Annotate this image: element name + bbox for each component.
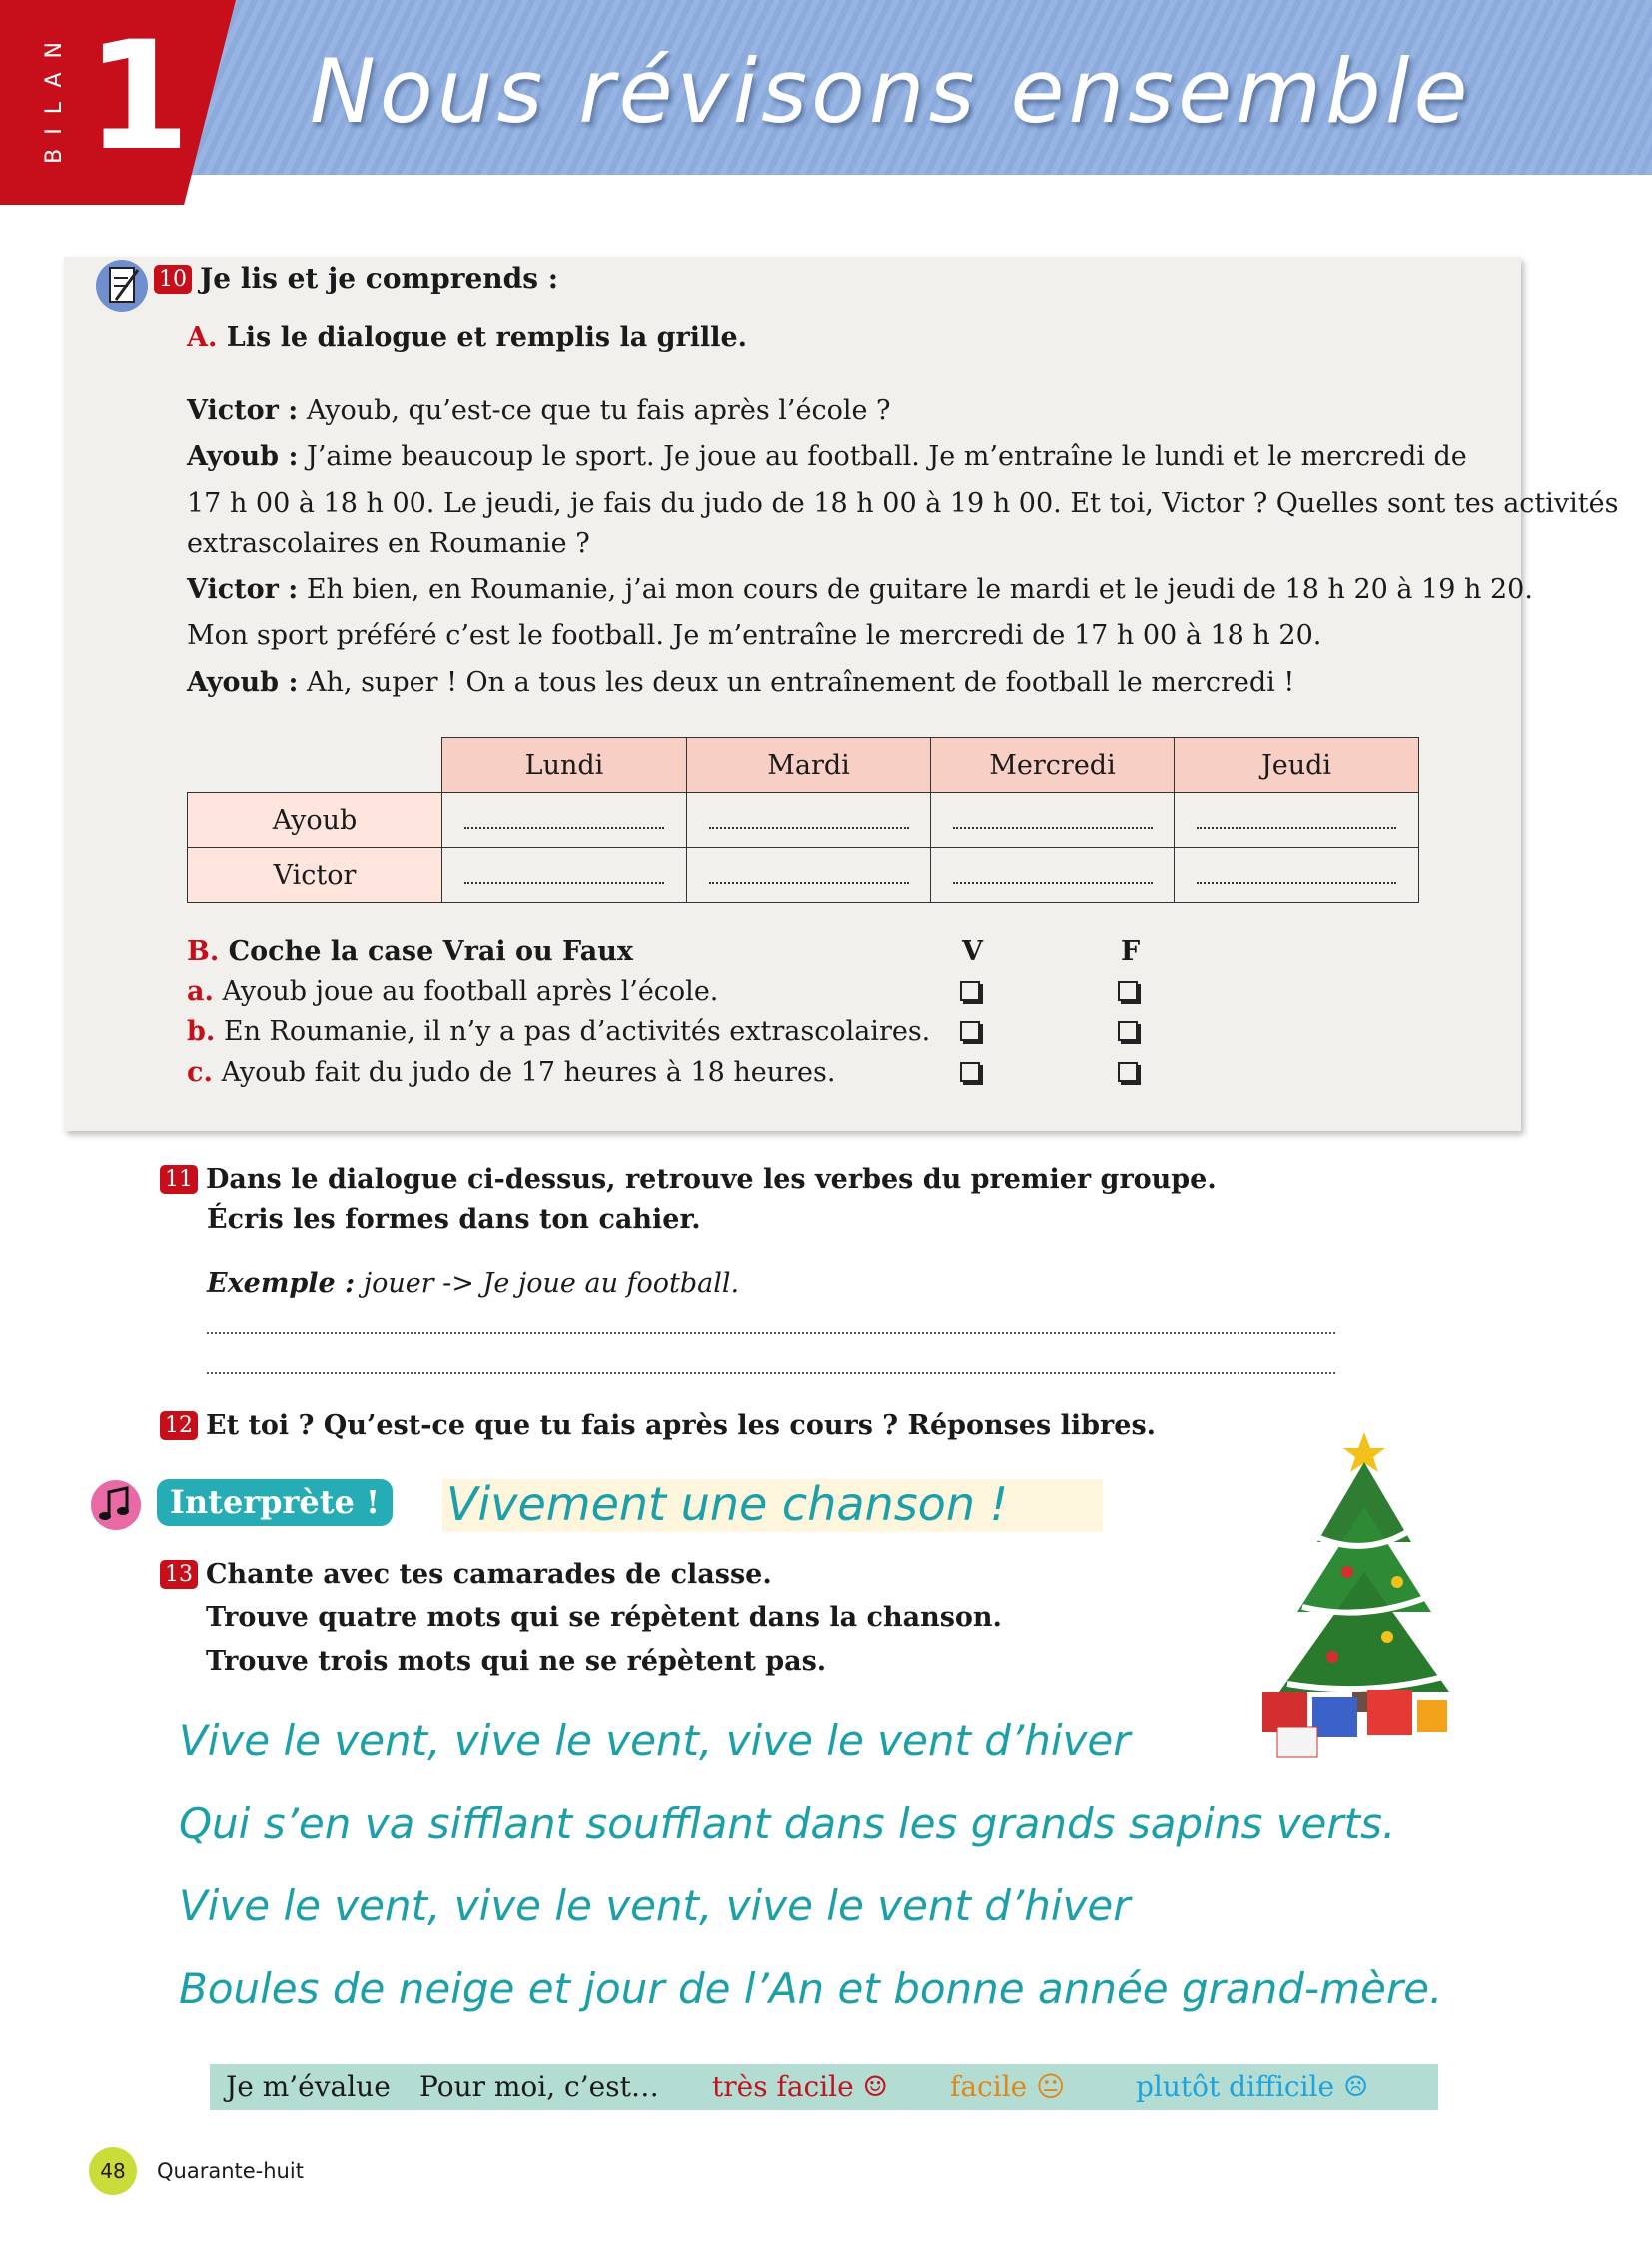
rating-label: facile: [950, 2070, 1028, 2103]
exercise-title: Je lis et je comprends :: [200, 262, 559, 295]
true-false-item: [187, 1016, 930, 1047]
instruction-text: Chante avec tes camarades de classe.: [206, 1559, 772, 1590]
exercise-11-example: [207, 1268, 739, 1299]
speaker: Victor :: [187, 574, 299, 605]
item-letter: a.: [187, 976, 214, 1007]
bilan-label: BILAN: [42, 28, 67, 164]
exercise-12-heading: [160, 1410, 1156, 1441]
item-text: Ayoub joue au football après l’école.: [222, 976, 719, 1007]
example-text: jouer -> Je joue au football.: [355, 1268, 740, 1299]
grid-cell[interactable]: [687, 848, 931, 903]
speaker: Ayoub :: [187, 667, 299, 698]
grid-cell[interactable]: [442, 793, 687, 848]
smile-icon: ☺: [862, 2070, 888, 2103]
grid-cell[interactable]: [1175, 848, 1419, 903]
true-false-item: [187, 1057, 835, 1088]
dialogue-text: Mon sport préféré c’est le football. Je m’entraîne le mercredi de 17 h 00 à 18 h 20.: [187, 620, 1322, 651]
dialogue-text: J’aime beaucoup le sport. Je joue au football. Je m’entraîne le lundi et le mercredi de: [298, 441, 1467, 472]
answer-line[interactable]: [207, 1332, 1335, 1334]
page-number: 48: [89, 2147, 137, 2195]
song-line: Vive le vent, vive le vent, vive le vent d’hiver: [179, 1881, 1131, 1930]
exercise-11-line2: Écris les formes dans ton cahier.: [207, 1204, 701, 1235]
dialogue-line: [187, 620, 1321, 651]
dialogue-line: [187, 667, 1294, 698]
part-b-instruction: [187, 936, 633, 967]
true-checkbox[interactable]: [960, 1062, 980, 1082]
exercise-number: 13: [160, 1560, 198, 1589]
dialogue-line: [187, 488, 1618, 519]
false-header: F: [1121, 936, 1141, 967]
dialogue-text: 17 h 00 à 18 h 00. Le jeudi, je fais du judo de 18 h 00 à 19 h 00. Et toi, Victor ? Quelles sont tes activités: [187, 488, 1619, 519]
instruction-text: Et toi ? Qu’est-ce que tu fais après les cours ? Réponses libres.: [206, 1410, 1157, 1441]
true-header: V: [962, 936, 983, 967]
row-header: Victor: [188, 848, 442, 903]
christmas-tree-icon: [1257, 1422, 1472, 1762]
dialogue-line: [187, 574, 1533, 605]
grid-cell[interactable]: [931, 793, 1175, 848]
rating-easy[interactable]: [950, 2064, 1065, 2110]
col-header: Lundi: [442, 738, 687, 793]
part-a-instruction: [187, 322, 747, 353]
self-eval-label: Je m’évalue: [226, 2070, 391, 2103]
rating-label: plutôt difficile: [1136, 2070, 1335, 2103]
instruction-text: Coche la case Vrai ou Faux: [228, 936, 633, 967]
item-text: Ayoub fait du judo de 17 heures à 18 heures.: [221, 1057, 836, 1088]
rating-very-easy[interactable]: [712, 2064, 888, 2110]
song-line: Qui s’en va sifflant soufflant dans les grands sapins verts.: [179, 1799, 1396, 1848]
exercise-13-heading: [160, 1559, 772, 1590]
grid-cell[interactable]: [442, 848, 687, 903]
answer-line[interactable]: [207, 1372, 1335, 1374]
rating-label: très facile: [712, 2070, 854, 2103]
dialogue-line: [187, 395, 891, 426]
grid-cell[interactable]: [1175, 793, 1419, 848]
dialogue-line: [187, 441, 1467, 472]
activity-grid: [187, 737, 1419, 903]
dialogue-text: Eh bien, en Roumanie, j’ai mon cours de guitare le mardi et le jeudi de 18 h 20 à 19 h 20.: [298, 574, 1533, 605]
frown-icon: ☹: [1342, 2070, 1369, 2103]
instruction-text: Trouve trois mots qui ne se répètent pas.: [206, 1646, 827, 1677]
speaker: Ayoub :: [187, 441, 299, 472]
dialogue-text: Ayoub, qu’est-ce que tu fais après l’école ?: [298, 395, 891, 426]
interprete-badge: Interprète !: [157, 1479, 393, 1526]
col-header: Jeudi: [1175, 738, 1419, 793]
part-letter: B.: [187, 936, 220, 967]
rating-difficult[interactable]: [1136, 2064, 1368, 2110]
exercise-number: 12: [160, 1411, 198, 1440]
example-label: Exemple :: [207, 1268, 356, 1299]
music-note-icon: [89, 1478, 143, 1532]
part-letter: A.: [187, 322, 218, 353]
grid-cell[interactable]: [931, 848, 1175, 903]
true-checkbox[interactable]: [960, 1021, 980, 1041]
exercise-number: 10: [154, 265, 192, 294]
dialogue-text: extrascolaires en Roumanie ?: [187, 528, 590, 559]
instruction-text: Lis le dialogue et remplis la grille.: [226, 322, 748, 353]
row-header: Ayoub: [188, 793, 442, 848]
page-number-words: Quarante-huit: [157, 2159, 304, 2183]
speaker: Victor :: [187, 395, 299, 426]
false-checkbox[interactable]: [1118, 1021, 1138, 1041]
dialogue-text: Ah, super ! On a tous les deux un entraînement de football le mercredi !: [298, 667, 1295, 698]
dialogue-line: [187, 528, 590, 559]
song-section-title: Vivement une chanson !: [442, 1479, 1103, 1532]
true-checkbox[interactable]: [960, 981, 980, 1001]
col-header: Mardi: [687, 738, 931, 793]
grid-cell[interactable]: [687, 793, 931, 848]
notebook-pencil-icon: [94, 258, 150, 314]
exercise-11-heading: [160, 1164, 1217, 1195]
bilan-number: 1: [86, 10, 191, 184]
song-line: Boules de neige et jour de l’An et bonne année grand-mère.: [179, 1964, 1443, 2013]
self-evaluation-bar: [210, 2064, 1438, 2110]
false-checkbox[interactable]: [1118, 981, 1138, 1001]
col-header: Mercredi: [931, 738, 1175, 793]
neutral-face-icon: 😐︎: [1036, 2070, 1066, 2103]
exercise-number: 11: [160, 1165, 198, 1194]
instruction-text: Trouve quatre mots qui se répètent dans la chanson.: [206, 1602, 1002, 1633]
item-letter: b.: [187, 1016, 216, 1047]
exercise-10-heading: [154, 262, 558, 295]
instruction-text: Dans le dialogue ci-dessus, retrouve les verbes du premier groupe.: [206, 1164, 1217, 1195]
false-checkbox[interactable]: [1118, 1062, 1138, 1082]
page-title: Nous révisons ensemble: [310, 40, 1472, 143]
item-text: En Roumanie, il n’y a pas d’activités extrascolaires.: [223, 1016, 931, 1047]
song-line: Vive le vent, vive le vent, vive le vent d’hiver: [179, 1716, 1131, 1765]
self-eval-prompt: Pour moi, c’est…: [419, 2070, 659, 2103]
item-letter: c.: [187, 1057, 213, 1088]
true-false-item: [187, 976, 718, 1007]
